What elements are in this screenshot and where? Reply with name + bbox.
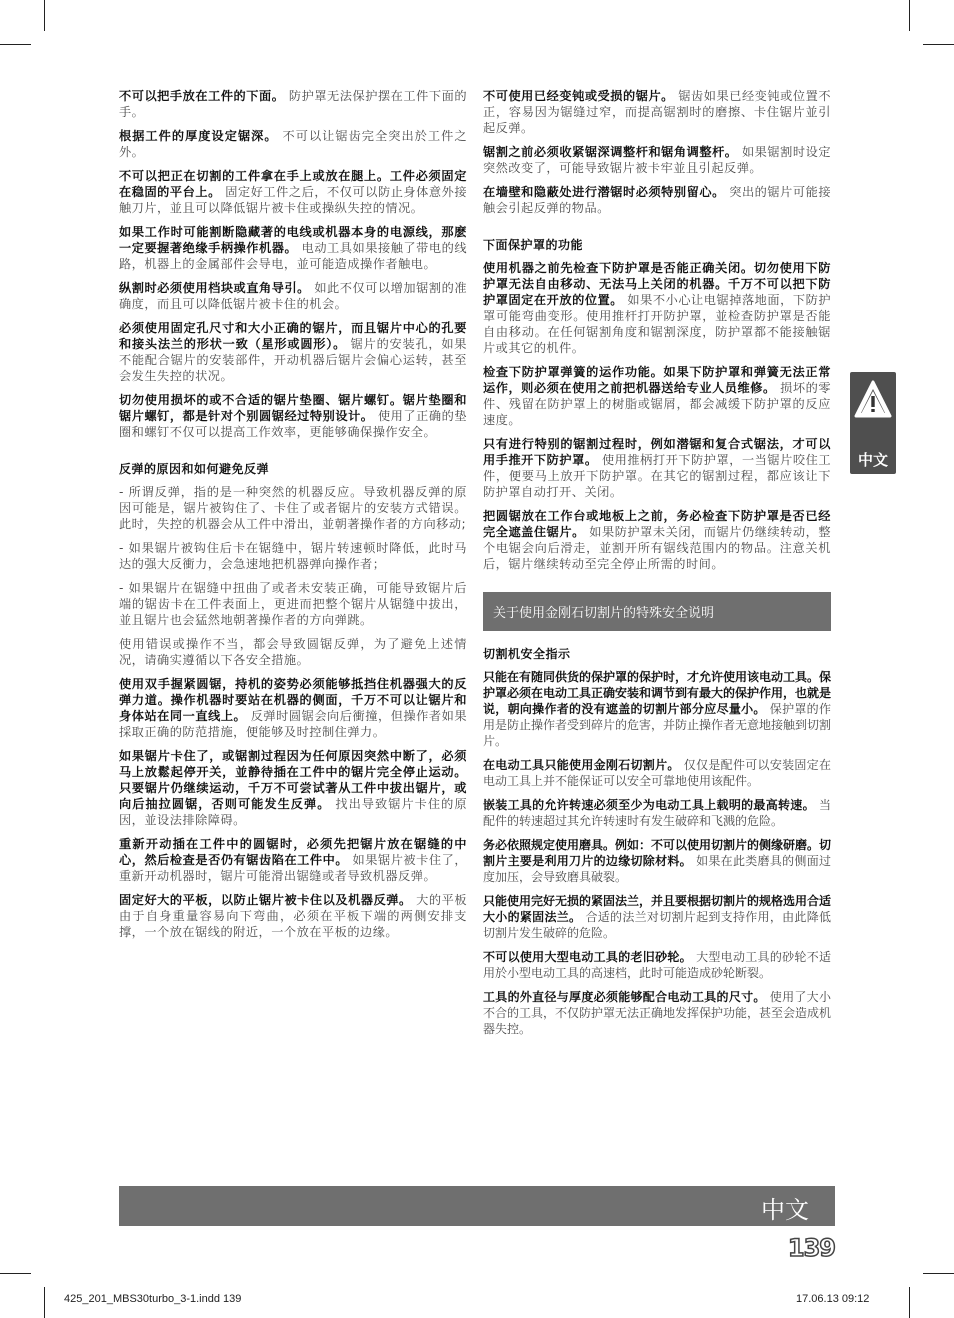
paragraph-body: 损坏的零件、残留在防护罩上的树脂或锯屑，都会减缓下防护罩的反应速度。 [483, 381, 832, 427]
paragraph-bold-lead: 工具的外直径与厚度必须能够配合电动工具的尺寸。 [483, 990, 766, 1004]
paragraph [119, 128, 467, 160]
paragraph [483, 436, 831, 500]
section-title-lower-guard: 下面保护罩的功能 [483, 238, 584, 252]
paragraph-bold-lead: 检查下防护罩弹簧的运作功能。如果下防护罩和弹簧无法正常运作，则必须在使用之前把机器送给专业人员维修。 [483, 365, 831, 395]
paragraph [483, 989, 831, 1037]
paragraph [119, 748, 467, 828]
paragraph [119, 392, 467, 440]
paragraph [119, 836, 467, 884]
paragraph-body: 如果锯割时设定突然改变了，可能导致锯片被卡牢並且引起反弹。 [483, 145, 832, 175]
paragraph [483, 669, 831, 749]
paragraph-bold-lead: 务必依照规定使用磨具。例如：不可以使用切割片的侧缘研磨。切割片主要是利用刀片的边缘切除材料。 [483, 838, 832, 868]
paragraph [483, 508, 831, 572]
paragraph-body: 电动工具如果接触了带电的线路，机器上的金属部件会导电，並可能造成操作者触电。 [119, 241, 468, 271]
paragraph-body: 仅仅是配件可以安装固定在电动工具上并不能保证可以安全可靠地使用该配件。 [483, 758, 831, 788]
paragraph-body: 使用了正确的垫圈和螺钉不仅可以提高工作效率，更能够确保操作安全。 [119, 409, 468, 439]
diamond-blade-section-header: 关于使用金刚石切割片的特殊安全说明 [483, 592, 831, 631]
paragraph-body: 反弹时圆锯会向后衝撞，但操作者如果採取正确的防范措施，便能够及时控制住弹力。 [119, 709, 468, 739]
paragraph-body: - 所谓反弹，指的是一种突然的机器反应。导致机器反弹的原因可能是，锯片被钩住了、卡住了或者锯片的安装方式错误。此时，失控的机器会从工件中滑出，並朝著操作者的方向移动; [119, 485, 467, 531]
paragraph-body: 大型电动工具的砂轮不适用於小型电动工具的高速档，此时可能造成砂轮断裂。 [483, 950, 831, 980]
paragraph-body: 如果在此类磨具的侧面过度加压，会导致磨具破裂。 [483, 854, 831, 884]
crop-mark [923, 44, 954, 45]
paragraph [119, 540, 467, 572]
paragraph-body: 当配件的转速超过其允许转速时有发生破碎和飞溅的危险。 [483, 798, 831, 828]
paragraph-bold-lead: 使用机器之前先检查下防护罩是否能正确关闭。切勿使用下防护罩无法自由移动、无法马上关闭的机器。千万不可以把下防护罩固定在开放的位置。 [483, 261, 831, 307]
paragraph [483, 364, 831, 428]
paragraph-bold-lead: 只有进行特别的锯割过程时，例如潜锯和复合式锯法，才可以用手推开下防护罩。 [483, 437, 831, 467]
paragraph [119, 580, 467, 628]
right-column [483, 88, 831, 1045]
crop-mark [909, 0, 910, 31]
section-title-cutter: 切割机安全指示 [483, 647, 571, 661]
paragraph [483, 144, 831, 176]
print-date: 17.06.13 09:12 [796, 1293, 870, 1305]
paragraph-bold-lead: 重新开动插在工件中的圆锯时，必须先把锯片放在锯缝的中心，然后检查是否仍有锯齿陷在工件中。 [119, 837, 467, 867]
right-paragraphs-guard [483, 260, 831, 572]
paragraph-body: 如果防护罩未关闭，而锯片仍继续转动，整个电锯会向后滑走，並割开所有锯线范围内的物品。注意关机后，锯片继续转动至完全停止所需的时间。 [483, 525, 832, 571]
paragraph [119, 168, 467, 216]
paragraph [119, 892, 467, 940]
paragraph-body: 保护罩的作用是防止操作者受到碎片的危害，并防止操作者无意地接触到切割片。 [483, 702, 832, 748]
right-paragraphs [483, 88, 831, 216]
warning-triangle-icon [853, 376, 893, 438]
paragraph-bold-lead: 根据工件的厚度设定锯深。 [119, 129, 278, 143]
paragraph [119, 320, 467, 384]
paragraph-body: 使用错误或操作不当，都会导致圆锯反弹，为了避免上述情况，请确实遵循以下各安全措施。 [119, 637, 467, 667]
section-title-kickback: 反弹的原因和如何避免反弹 [119, 462, 270, 476]
paragraph [119, 224, 467, 272]
print-file-info: 425_201_MBS30turbo_3-1.indd 139 [64, 1293, 242, 1305]
paragraph-bold-lead: 不可以把正在切割的工件拿在手上或放在腿上。工件必须固定在稳固的平台上。 [119, 169, 467, 199]
paragraph-body: 不可以让锯齿完全突出於工件之外。 [119, 129, 468, 159]
crop-mark [909, 1287, 910, 1318]
paragraph-bold-lead: 不可以使用大型电动工具的老旧砂轮。 [483, 950, 692, 964]
side-tab-label: 中文 [857, 451, 888, 469]
paragraph-body: 突出的锯片可能接触会引起反弹的物品。 [483, 185, 832, 215]
paragraph [483, 797, 831, 829]
paragraph-bold-lead: 纵割时必须使用档块或直角导引。 [119, 281, 310, 295]
paragraph [483, 837, 831, 885]
paragraph-body: 锯片的安装孔，如果不能配合锯片的安装部件，开动机器后锯片会偏心运转，甚至会发生失控的状况。 [119, 337, 467, 383]
paragraph-bold-lead: 只能使用完好无损的紧固法兰，并且要根据切割片的规格选用合适大小的紧固法兰。 [483, 894, 832, 924]
paragraph [119, 484, 467, 532]
paragraph-bold-lead: 如果锯片卡住了，或锯割过程因为任何原因突然中断了，必须马上放鬆起停开关，並静待插在工件中的锯片完全停止运动。只要锯片仍继续运动，千万不可尝试著从工件中拔出锯片，或向后抽拉圆锯，否则可能发生反弹。 [119, 749, 467, 811]
paragraph-body: 如果锯片被卡住了，重新开动机器时，锯片可能滑出锯缝或者导致机器反弹。 [119, 853, 468, 883]
paragraph [483, 757, 831, 789]
crop-mark [44, 0, 45, 31]
paragraph-body: 找出导致锯片卡住的原因，並设法排除障碍。 [119, 797, 468, 827]
paragraph-bold-lead: 锯割之前必须收紧锯深调整杆和锯角调整杆。 [483, 145, 738, 159]
paragraph [119, 280, 467, 312]
paragraph-body: 大的平板由于自身重量容易向下弯曲，必须在平板下端的两侧安排支撑，一个放在锯线的附近，一个放在平板的边缘。 [119, 893, 468, 939]
paragraph [119, 676, 467, 740]
paragraph [483, 88, 831, 136]
paragraph-body: 锯齿如果已经变钝或位置不正，容易因为锯缝过窄，而提高锯割时的磨擦、卡住锯片並引起反弹。 [483, 89, 832, 135]
paragraph-bold-lead: 切勿使用损坏的或不合适的锯片垫圈、锯片螺钉。锯片垫圈和锯片螺钉，都是针对个别圆锯经过特别设计。 [119, 393, 467, 423]
footer-language-label: 中文 [761, 1196, 809, 1224]
paragraph [483, 260, 831, 356]
paragraph [119, 88, 467, 120]
right-paragraphs-cutter [483, 669, 831, 1037]
crop-mark [923, 1273, 954, 1274]
paragraph-body: - 如果锯片在锯缝中扭曲了或者未安装正确，可能导致锯片后端的锯齿卡在工件表面上，更进而把整个锯片从锯缝中拔出，並且锯片也会猛然地朝著操作者的方向弹跳。 [119, 581, 467, 627]
footer-bar [119, 1186, 835, 1226]
paragraph-bold-lead: 只能在有随同供货的保护罩的保护时，才允许使用该电动工具。保护罩必须在电动工具正确安装和调节到有最大的保护作用，也就是说，朝向操作者的没有遮盖的切割片部分应尽量小。 [483, 670, 832, 716]
paragraph-body: 如此不仅可以增加锯割的准确度，而且可以降低锯片被卡住的机会。 [119, 281, 468, 311]
paragraph [483, 184, 831, 216]
paragraph [119, 636, 467, 668]
paragraph-body: 合适的法兰对切割片起到支持作用，由此降低切割片发生破碎的危险。 [483, 910, 831, 940]
paragraph-bold-lead: 固定好大的平板，以防止锯片被卡住以及机器反弹。 [119, 893, 412, 907]
paragraph-bold-lead: 不可使用已经变钝或受损的锯片。 [483, 89, 674, 103]
paragraph [483, 893, 831, 941]
page-number: 139 [787, 1234, 835, 1262]
paragraph-body: 使用了大小不合的工具，不仅防护罩无法正确地发挥保护功能，甚至会造成机器失控。 [483, 990, 832, 1036]
language-side-tab [850, 372, 896, 474]
paragraph-bold-lead: 不可以把手放在工件的下面。 [119, 89, 285, 103]
paragraph-bold-lead: 在电动工具只能使用金刚石切割片。 [483, 758, 680, 772]
paragraph [483, 949, 831, 981]
paragraph-bold-lead: 在墙壁和隐蔽处进行潜锯时必须特别留心。 [483, 185, 725, 199]
crop-mark [0, 1273, 31, 1274]
crop-mark [44, 1287, 45, 1318]
paragraph-bold-lead: 把圆锯放在工作台或地板上之前，务必检查下防护罩是否已经完全遮盖住锯片。 [483, 509, 831, 539]
left-paragraphs [119, 88, 467, 440]
paragraph-bold-lead: 使用双手握紧圆锯，持机的姿势必须能够抵挡住机器强大的反弹力道。操作机器时要站在机器的侧面，千万不可以让锯片和身体站在同一直线上。 [119, 677, 467, 723]
paragraph-body: 固定好工件之后，不仅可以防止身体意外接触刀片，並且可以降低锯片被卡住或操纵失控的情况。 [119, 185, 468, 215]
left-paragraphs-kickback [119, 484, 467, 940]
left-column [119, 88, 467, 948]
paragraph-bold-lead: 必须使用固定孔尺寸和大小正确的锯片，而且锯片中心的孔要和接头法兰的形状一致（星形或圆形）。 [119, 321, 467, 351]
paragraph-body: 防护罩无法保护摆在工件下面的手。 [119, 89, 468, 119]
crop-mark [0, 44, 31, 45]
paragraph-body: 如果不小心让电锯掉落地面，下防护罩可能弯曲变形。使用推杆打开防护罩，並检查防护罩是否能自由移动。在任何锯割角度和锯割深度，防护罩都不能接触锯片或其它的机件。 [483, 293, 832, 355]
paragraph-body: - 如果锯片被钩住后卡在锯缝中，锯片转速顿时降低，此时马达的强大反衝力，会急速地把机器弹向操作者； [119, 541, 467, 571]
paragraph-body: 使用推柄打开下防护罩，一当锯片咬住工件，便要马上放开下防护罩。在其它的锯割过程，都应该让下防护罩自动打开、关闭。 [483, 453, 832, 499]
paragraph-bold-lead: 嵌装工具的允许转速必须至少为电动工具上载明的最高转速。 [483, 798, 815, 812]
paragraph-bold-lead: 如果工作时可能割断隐藏著的电线或机器本身的电源线，那麽一定要握著绝缘手柄操作机器。 [119, 225, 467, 255]
